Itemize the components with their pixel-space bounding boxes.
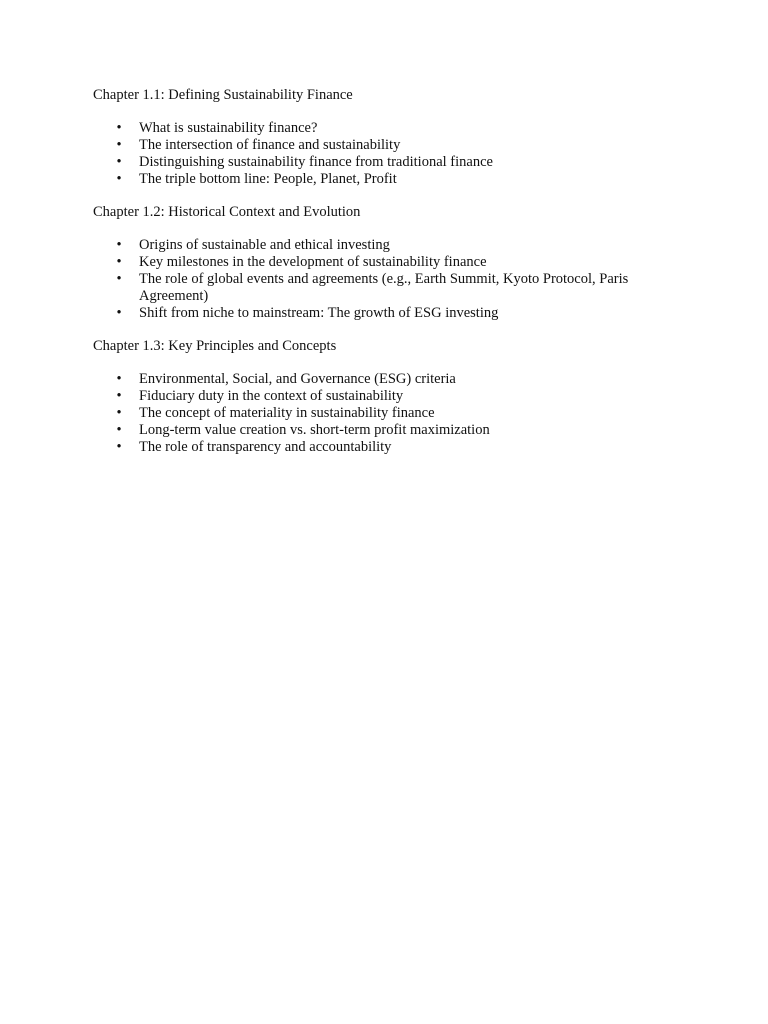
bullet-icon: • xyxy=(116,388,122,404)
bullet-icon: • xyxy=(116,422,122,438)
list-item-text: What is sustainability finance? xyxy=(139,120,318,136)
list-item xyxy=(93,171,683,188)
bullet-icon: • xyxy=(116,171,122,187)
list-item xyxy=(93,237,683,254)
list-item-text: Long-term value creation vs. short-term profit maximization xyxy=(139,422,490,438)
bullet-list xyxy=(93,237,683,322)
list-item-text: Origins of sustainable and ethical investing xyxy=(139,237,390,253)
bullet-icon: • xyxy=(116,154,122,170)
list-item-text: Key milestones in the development of sustainability finance xyxy=(139,254,487,270)
section-heading: Chapter 1.3: Key Principles and Concepts xyxy=(93,338,337,354)
section-heading: Chapter 1.2: Historical Context and Evolution xyxy=(93,204,361,220)
list-item-text: Environmental, Social, and Governance (ESG) criteria xyxy=(139,371,456,387)
bullet-icon: • xyxy=(116,137,122,153)
list-item xyxy=(93,371,683,388)
list-item xyxy=(93,137,683,154)
bullet-icon: • xyxy=(116,439,122,455)
list-item xyxy=(93,271,683,305)
bullet-list xyxy=(93,371,683,456)
list-item-text: The intersection of finance and sustainability xyxy=(139,137,401,153)
list-item xyxy=(93,154,683,171)
list-item xyxy=(93,305,683,322)
bullet-icon: • xyxy=(116,120,122,136)
bullet-icon: • xyxy=(116,237,122,253)
bullet-icon: • xyxy=(116,271,122,287)
bullet-icon: • xyxy=(116,254,122,270)
list-item xyxy=(93,422,683,439)
list-item-text: Shift from niche to mainstream: The growth of ESG investing xyxy=(139,305,499,321)
list-item xyxy=(93,439,683,456)
bullet-icon: • xyxy=(116,305,122,321)
bullet-list xyxy=(93,120,683,188)
list-item-text: The concept of materiality in sustainability finance xyxy=(139,405,435,421)
section-heading: Chapter 1.1: Defining Sustainability Finance xyxy=(93,87,353,103)
list-item xyxy=(93,120,683,137)
bullet-icon: • xyxy=(116,405,122,421)
list-item-text: Fiduciary duty in the context of sustainability xyxy=(139,388,404,404)
list-item-text: The role of transparency and accountability xyxy=(139,439,392,455)
list-item-text: The role of global events and agreements (e.g., Earth Summit, Kyoto Protocol, Paris Agreement) xyxy=(139,271,629,304)
document-page xyxy=(93,87,683,472)
list-item-text: Distinguishing sustainability finance from traditional finance xyxy=(139,154,493,170)
list-item-text: The triple bottom line: People, Planet, Profit xyxy=(139,171,397,187)
list-item xyxy=(93,388,683,405)
list-item xyxy=(93,405,683,422)
bullet-icon: • xyxy=(116,371,122,387)
list-item xyxy=(93,254,683,271)
